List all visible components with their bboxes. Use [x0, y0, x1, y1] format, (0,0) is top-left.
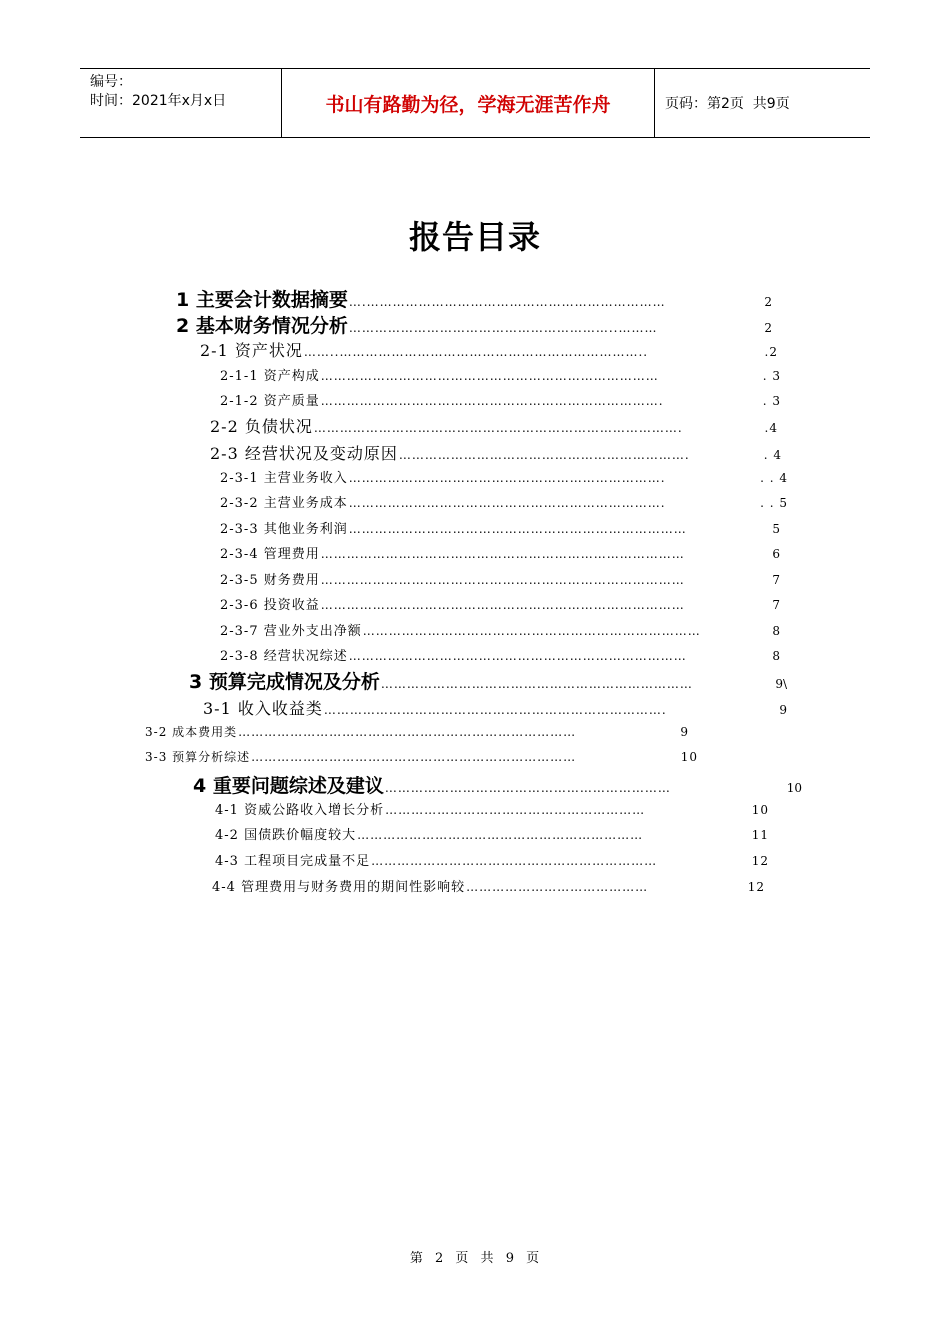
header-page-info-cell — [655, 69, 870, 137]
toc-entry[interactable] — [220, 569, 781, 588]
toc-label: 2-3-7 营业外支出净额 — [220, 624, 362, 639]
page-header — [80, 68, 870, 138]
toc-leader: …………………………………………………………. — [398, 448, 690, 462]
page-title: 报告目录 — [408, 218, 541, 256]
toc-page-number: 6 — [772, 547, 781, 561]
toc-entry[interactable] — [220, 543, 781, 562]
toc-page-number: 8 — [772, 624, 781, 638]
toc-page-number: . . 4 — [760, 471, 788, 485]
toc-entry[interactable] — [176, 285, 772, 312]
toc-leader: ……..…………………………………………………………….. — [303, 345, 649, 359]
toc-leader: …………………………………………………………………… — [320, 369, 659, 383]
toc-entry[interactable] — [220, 645, 781, 664]
toc-leader: …………………………………………………………………………. — [313, 421, 683, 435]
toc-page-number: 2 — [764, 295, 772, 309]
toc-entry[interactable] — [145, 723, 689, 740]
toc-leader: …………………………………………………………………… — [348, 522, 687, 536]
toc-page-number: 2 — [764, 321, 772, 335]
toc-leader: ………………………………………………………………… — [251, 750, 577, 764]
toc-entry[interactable] — [220, 492, 788, 511]
header-meta-cell — [80, 69, 282, 137]
toc-label: 2-3-6 投资收益 — [220, 598, 320, 613]
toc-page-number: 10 — [680, 750, 698, 764]
toc-entry[interactable] — [215, 799, 769, 818]
toc-page-number: 8 — [772, 649, 781, 663]
header-page-info: 页码：第2页 共9页 — [665, 96, 790, 112]
toc-entry[interactable] — [212, 876, 765, 895]
toc-entry[interactable] — [220, 620, 781, 639]
toc-page-number: . . 5 — [760, 496, 788, 510]
toc-entry[interactable] — [215, 850, 769, 869]
toc-label: 2-2 负债状况 — [210, 417, 313, 436]
toc-page-number: 12 — [751, 854, 769, 868]
toc-label: 2-1 资产状况 — [200, 341, 303, 360]
toc-label: 2-1-2 资产质量 — [220, 394, 320, 409]
toc-entry[interactable] — [176, 311, 772, 338]
toc-leader: ……………………………………………………..……… — [348, 321, 658, 335]
toc-page-number: 10 — [751, 803, 769, 817]
toc-leader: …………………………………………………………………… — [238, 725, 577, 739]
toc-leader: …………………………………………………… — [385, 803, 646, 817]
toc-label: 2-3-3 其他业务利润 — [220, 522, 348, 537]
toc-page-number: 9 — [779, 703, 788, 717]
toc-leader: ………………………………………………………………. — [348, 471, 666, 485]
toc-label: 1 主要会计数据摘要 — [176, 289, 348, 311]
toc-label: 3 预算完成情况及分析 — [189, 671, 380, 693]
serial-label: 编号： — [90, 74, 132, 90]
toc-entry[interactable] — [210, 414, 778, 437]
toc-label: 4 重要问题综述及建议 — [193, 775, 384, 797]
toc-label: 2-1-1 资产构成 — [220, 369, 320, 384]
toc-label: 2-3-4 管理费用 — [220, 547, 320, 562]
toc-label: 2-3-1 主营业务收入 — [220, 471, 348, 486]
toc-leader: ……………………………………………………………… — [380, 677, 693, 691]
toc-leader: ………………………………………………………………………… — [320, 598, 685, 612]
toc-label: 4-4 管理费用与财务费用的期间性影响较 — [212, 880, 466, 895]
toc-entry[interactable] — [203, 696, 788, 719]
toc-page-number: 5 — [772, 522, 781, 536]
toc-label: 4-1 资威公路收入增长分析 — [215, 803, 385, 818]
header-motto: 书山有路勤为径，学海无涯苦作舟 — [282, 69, 655, 137]
toc-leader: ………………………………………………………………………… — [320, 547, 685, 561]
toc-entry[interactable] — [145, 748, 698, 765]
toc-leader: …………………………………… — [466, 880, 649, 894]
toc-page-number: .2 — [764, 345, 778, 359]
toc-label: 2-3 经营状况及变动原因 — [210, 444, 398, 463]
toc-label: 2-3-8 经营状况综述 — [220, 649, 348, 664]
toc-leader: ………………………………………………………………. — [348, 496, 666, 510]
toc-label: 4-2 国债跌价幅度较大 — [215, 828, 357, 843]
toc-label: 2-3-5 财务费用 — [220, 573, 320, 588]
toc-entry[interactable] — [210, 441, 782, 464]
toc-label: 3-1 收入收益类 — [203, 699, 323, 718]
toc-label: 3-3 预算分析综述 — [145, 750, 251, 764]
toc-leader: ………………………………………………………… — [371, 854, 658, 868]
date-line: 时间：2021年x月x日 — [90, 93, 227, 109]
toc-leader: …………………………………………………………………… — [348, 649, 687, 663]
toc-leader: …………………………………………………………………… — [362, 624, 701, 638]
toc-entry[interactable] — [193, 771, 802, 798]
toc-entry[interactable] — [215, 824, 769, 843]
toc-page-number: 11 — [751, 828, 769, 842]
toc-page-number: 7 — [772, 598, 781, 612]
toc-page-number: . 3 — [762, 394, 781, 408]
toc-leader: ………………………………………………………… — [357, 828, 644, 842]
toc-entry[interactable] — [189, 667, 787, 694]
toc-entry[interactable] — [220, 518, 781, 537]
toc-leader: ….…………………………………………………………… — [348, 295, 666, 309]
toc-page-number: 10 — [786, 781, 802, 795]
toc-label: 2-3-2 主营业务成本 — [220, 496, 348, 511]
toc-label: 3-2 成本费用类 — [145, 725, 238, 739]
toc-leader: ………………………………………………………………………… — [320, 573, 685, 587]
toc-entry[interactable] — [220, 594, 781, 613]
toc-entry[interactable] — [200, 338, 778, 361]
toc-page-number: 7 — [772, 573, 781, 587]
toc-leader: ………………………………………………………… — [384, 781, 671, 795]
toc-label: 2 基本财务情况分析 — [176, 315, 348, 337]
toc-leader: ……………………………………………………………………. — [323, 703, 667, 717]
toc-page-number: 9\ — [775, 677, 787, 691]
toc-page-number: 9 — [680, 725, 689, 739]
page-footer: 第 2 页 共 9 页 — [409, 1251, 541, 1266]
toc-label: 4-3 工程项目完成量不足 — [215, 854, 371, 869]
toc-page-number: 12 — [747, 880, 765, 894]
toc-page-number: . 3 — [762, 369, 781, 383]
toc-entry[interactable] — [220, 390, 781, 409]
toc-leader: ……………………………………………………………………. — [320, 394, 664, 408]
toc-page-number: . 4 — [763, 448, 782, 462]
toc-entry[interactable] — [220, 467, 788, 486]
toc-page-number: .4 — [764, 421, 778, 435]
toc-entry[interactable] — [220, 365, 781, 384]
